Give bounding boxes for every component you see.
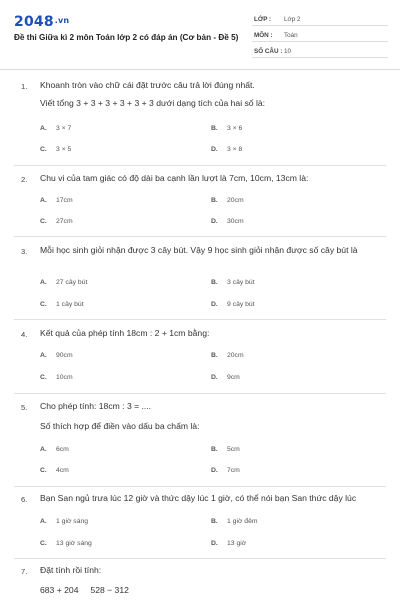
answer-option[interactable] [40,352,73,359]
option-letter: C. [40,540,47,547]
answer-option[interactable] [40,518,88,525]
option-letter: B. [211,446,218,453]
question-text: Bạn San ngủ trưa lúc 12 giờ và thức dậy lúc 1 giờ, có thể nói bạn San thức dậy lúc [40,493,357,503]
option-text: 13 giờ [227,540,247,547]
option-text: 20cm [227,352,244,359]
answer-option[interactable] [40,467,69,474]
answer-option[interactable] [211,279,255,286]
option-text: 90cm [56,352,73,359]
answer-option[interactable] [211,301,255,308]
option-letter: C. [40,301,47,308]
option-text: 3 × 5 [56,146,72,153]
answer-option[interactable] [211,540,246,547]
option-letter: C. [40,374,47,381]
option-letter: B. [211,352,218,359]
option-text: 3 × 7 [56,125,72,132]
meta-row-class [252,13,388,26]
option-letter: A. [40,125,47,132]
question-subtext: Số thích hợp để điền vào dấu ba chấm là: [40,421,200,431]
option-letter: B. [211,197,218,204]
option-letter: C. [40,146,47,153]
option-letter: A. [40,446,47,453]
question-number: 2. [21,175,28,184]
meta-key: LỚP : [254,16,272,23]
option-letter: B. [211,518,218,525]
answer-option[interactable] [40,374,73,381]
meta-value: Toán [284,32,298,39]
option-text: 17cm [56,197,73,204]
question-divider [14,319,386,320]
option-text: 5cm [227,446,240,453]
option-text: 7cm [227,467,240,474]
option-text: 10cm [56,374,73,381]
question-divider [14,165,386,166]
option-text: 1 giờ sáng [56,518,89,525]
question-number: 4. [21,330,28,339]
option-letter: B. [211,279,218,286]
option-letter: A. [40,197,47,204]
answer-option[interactable] [40,279,87,286]
option-letter: B. [211,125,218,132]
option-letter: A. [40,352,47,359]
option-text: 3 × 6 [227,125,243,132]
question-number: 5. [21,403,28,412]
question-divider [14,558,386,559]
option-text: 3 cây bút [227,279,255,286]
question-divider [14,236,386,237]
question-divider [14,486,386,487]
option-letter: C. [40,218,47,225]
question-number: 1. [21,82,28,91]
answer-option[interactable] [211,518,258,525]
logo-text: 2048 [14,14,54,30]
question-number: 6. [21,495,28,504]
answer-option[interactable] [211,125,242,132]
option-text: 3 × 8 [227,146,243,153]
option-letter: D. [211,374,218,381]
question-text: Mỗi học sinh giỏi nhận được 3 cây bút. Vậy 9 học sinh giỏi nhận được số cây bút là [40,245,358,255]
answer-option[interactable] [40,301,84,308]
answer-option[interactable] [211,146,242,153]
question-subtext: 683 + 204 528 − 312 [40,585,129,595]
option-letter: C. [40,467,47,474]
option-text: 1 giờ đêm [227,518,258,525]
option-letter: D. [211,540,218,547]
option-letter: D. [211,146,218,153]
question-text: Khoanh tròn vào chữ cái đặt trước câu trả lời đúng nhất. [40,80,255,90]
answer-option[interactable] [40,540,92,547]
option-text: 27 cây bút [56,279,88,286]
question-text: Kết quả của phép tính 18cm : 2 + 1cm bằng: [40,328,210,338]
option-letter: D. [211,218,218,225]
answer-option[interactable] [211,374,240,381]
option-text: 4cm [56,467,69,474]
site-logo[interactable] [14,14,69,30]
answer-option[interactable] [211,197,244,204]
question-number: 3. [21,247,28,256]
answer-option[interactable] [40,446,69,453]
answer-option[interactable] [40,146,71,153]
answer-option[interactable] [211,218,244,225]
option-text: 6cm [56,446,69,453]
question-text: Đặt tính rồi tính: [40,565,102,575]
meta-key: SỐ CÂU : [254,48,283,55]
option-letter: A. [40,518,47,525]
option-letter: D. [211,467,218,474]
option-text: 1 cây bút [56,301,84,308]
option-text: 9 cây bút [227,301,255,308]
document-title: Đề thi Giữa kì 2 môn Toán lớp 2 có đáp án (Cơ bản - Đề 5) [14,33,239,42]
option-letter: D. [211,301,218,308]
answer-option[interactable] [40,197,73,204]
question-text: Chu vi của tam giác có độ dài ba cạnh lần lượt là 7cm, 10cm, 13cm là: [40,173,309,183]
question-number: 7. [21,567,28,576]
option-text: 30cm [227,218,244,225]
meta-row-question-count [252,45,388,58]
logo-tld: .vn [54,16,70,25]
option-letter: A. [40,279,47,286]
question-text: Cho phép tính: 18cm : 3 = .... [40,401,152,411]
meta-value: 10 [284,48,292,55]
answer-option[interactable] [40,218,73,225]
answer-option[interactable] [211,467,240,474]
answer-option[interactable] [211,446,240,453]
answer-option[interactable] [211,352,244,359]
option-text: 27cm [56,218,73,225]
answer-option[interactable] [40,125,71,132]
question-subtext: Viết tổng 3 + 3 + 3 + 3 + 3 + 3 dưới dạng tích của hai số là: [40,98,266,108]
option-text: 20cm [227,197,244,204]
meta-key: MÔN : [254,32,273,39]
question-divider [14,393,386,394]
option-text: 9cm [227,374,240,381]
option-text: 13 giờ sáng [56,540,92,547]
meta-row-subject [252,29,388,42]
meta-value: Lớp 2 [284,16,301,23]
document-header [0,0,400,70]
